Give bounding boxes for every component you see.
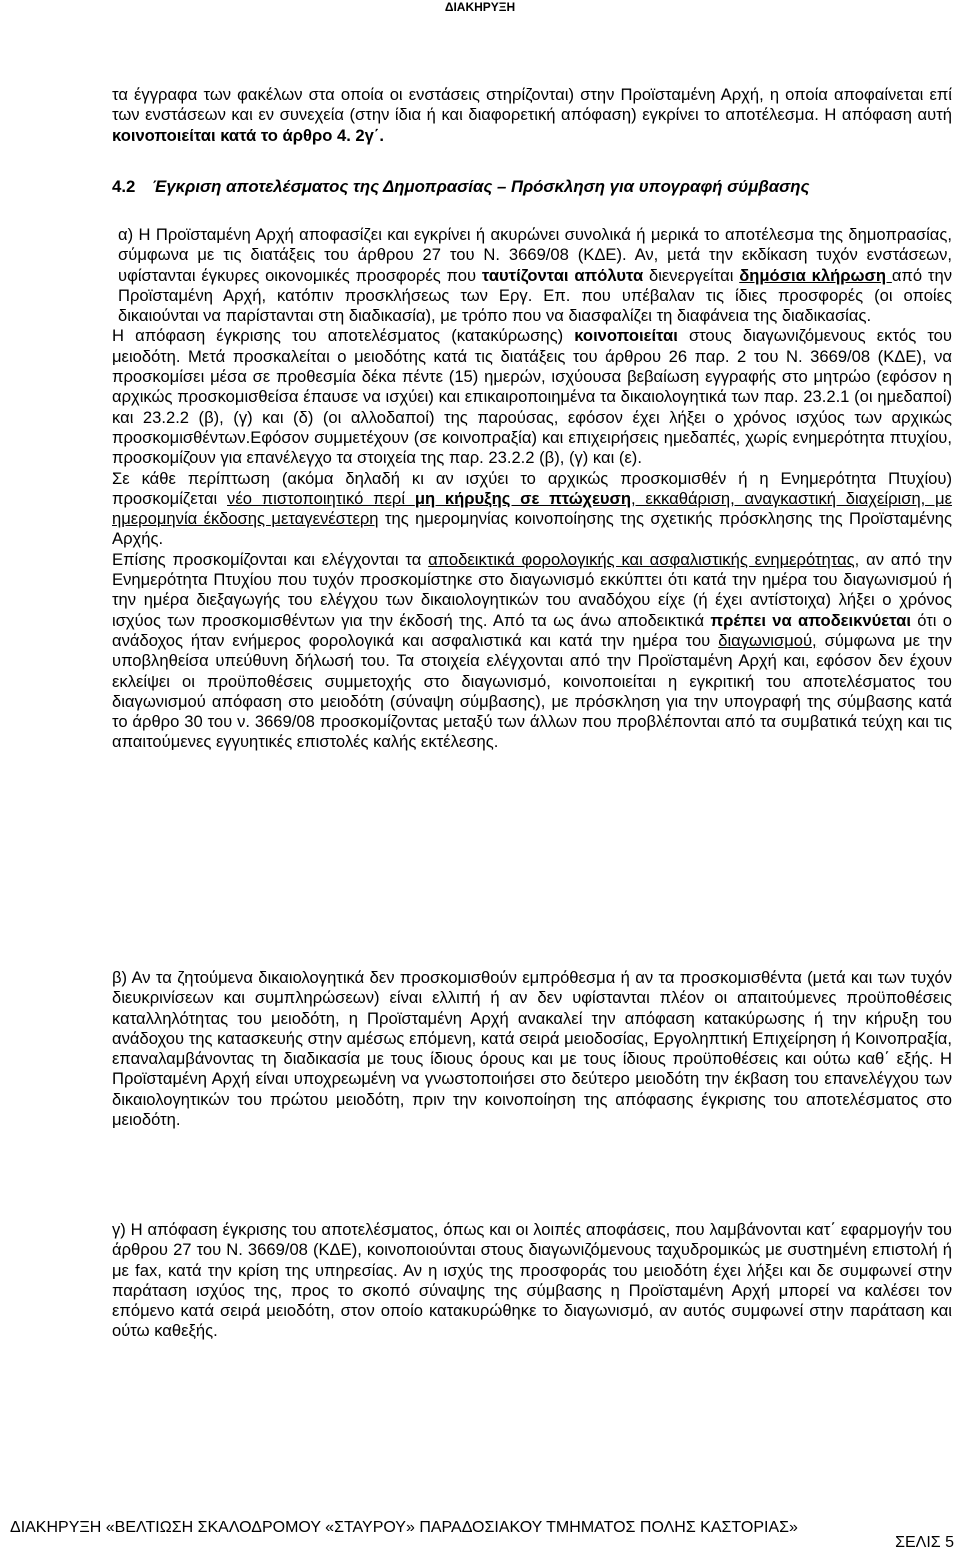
para-a-s9: , αν από την Ενημερότητα Πτυχίου που τυχόν προσκομίστηκε στο διαγωνισμό εκκύπτει ότι κατά την ημέρα του διαγωνισμού ή την ημέρα διεξαγωγής του ελέγχου των δικαιολογητικών του αναδόχου είχε (ή έχει αντίστοιχα) λήξει ο χρόνος ισχύος των προσκομισθέντων για την έκδοσή της. Από τα ως άνω αποδεικτικά [112,549,952,630]
para-b-text: β) Αν τα ζητούμενα δικαιολογητικά δεν προσκομισθούν εμπρόθεσμα ή αν τα προσκομισθέντα (μετά και των τυχόν διευκρινίσεων και συμπληρώσεων) είναι ελλιπή ή αν δεν υφίστανται πλέον οι απαιτούμενες προϋποθέσεις καταλληλότητας του μειοδότη, η Προϊσταμένη Αρχή ανακαλεί την απόφαση κατακύρωσης ή την κήρυξη του ανάδοχου της κατασκευής στην αμέσως επόμενη, κατά σειρά μειοδοσίας, Εργοληπτική Επιχείρηση ή Κοινοπραξία, επαναλαμβάνοντας τη διαδικασία με τους ίδιους όρους και με τους ίδιους προϋποθέσεις και ούτω καθ΄ εξής. Η Προϊσταμένη Αρχή είναι υποχρεωμένη να γνωστοποιήσει στο δεύτερο μειοδότη την έκβαση του επανελέγχου των δικαιολογητικών του πρώτου μειοδότη, πριν την κοινοποίηση της απόφασης έγκρισης του αποτελέσματος στο μειοδότη. [112,968,952,1130]
para-a-s5: στους διαγωνιζόμενους εκτός του μειοδότη. Μετά προσκαλείται ο μειοδότης κατά τις διατάξεις του άρθρου 26 παρ. 2 του Ν. 3669/08 (ΚΔΕ), να προσκομίσει μέσα σε προθεσμία δέκα πέντε (15) ημερών, ισχύουσα βεβαίωση εγγραφής στο μητρώο (εφόσον η αρχικώς προσκομισθείσα έπαυσε να ισχύει) και επικαιροποιημένα τα δικαιολογητικά των παρ. 23.2.1 (οι ημεδαποί) και 23.2.2 (β), (γ) και (δ) (οι αλλοδαποί) της παρούσας, εφόσον έχει λήξει ο χρόνος ισχύος των αρχικώς προσκομισθέντων.Εφόσον συμμετέχουν (σε κοινοπραξία) και επιχειρήσεις ημεδαπές, χωρίς ενημερότητα πτυχίου, προσκομίζουν για επανέλεγχο τα στοιχεία της παρ. 23.2.2 (β), (γ) και (ε). [112,326,952,468]
para-a-s7: της ημερομηνίας κοινοποίησης της σχετικής πρόσκλησης της Προϊσταμένης Αρχής. [112,509,952,549]
para-a-s6-underline-2: , εκκαθάριση, αναγκαστική διαχείριση, με ημερομηνία έκδοσης μεταγενέστερη [112,488,952,529]
paragraph-c [112,1220,952,1342]
para-a-s2-bold-underline: δημόσια κλήρωση [739,265,892,285]
para-a-s2: διενεργείται [643,265,740,285]
para-a-s3: από την Προϊσταμένη Αρχή, κατόπιν προσκλήσεως των Εργ. Επ. που υπέβαλαν τις ίδιες προσφορές (οι οποίες δικαιούνται να παρίστανται στη διαδικασία), με τρόπο που να διασφαλίζει τη διαφάνεια της διαδικασίας. [118,265,952,326]
para-c-text: γ) Η απόφαση έγκρισης του αποτελέσματος, όπως και οι λοιπές αποφάσεις, που λαμβάνονται κατ΄ εφαρμογήν του άρθρου 27 του Ν. 3669/08 (ΚΔΕ), κοινοποιούνται στους διαγωνιζόμενους ταχυδρομικώς με συστημένη επιστολή ή με fax, κατά την κρίση της υπηρεσίας. Αν η ισχύς της προσφοράς του μειοδότη έχει λήξει και δε συμφωνεί στην παράταση ισχύος της, προς το σκοπό σύναψης της σύμβασης η Προϊσταμένη Αρχή μπορεί να καλέσει τον επόμενο κατά σειρά μειοδότη, στον οποίο κατακυρώθηκε το διαγωνισμό, αν αυτός συμφωνεί στην παράταση και ούτω καθεξής. [112,1220,952,1341]
para-a-s8: Επίσης προσκομίζονται και ελέγχονται τα [112,549,429,569]
section-heading [112,177,958,197]
para-a-s6-bold-underline: μη κήρυξης σε πτώχευση [414,488,631,508]
para-a-s1-bold: ταυτίζονται απόλυτα [481,265,644,285]
header-title: ΔΙΑΚΗΡΥΞΗ [444,0,516,14]
para-a-s8-underline: αποδεικτικά φορολογικής και ασφαλιστικής ενημερότητας [428,549,855,569]
paragraph-a [112,225,952,753]
intro-paragraph [112,85,952,146]
section-number: 4.2 [112,177,136,196]
intro-bold: κοινοποιείται κατά το άρθρο 4. 2γ΄. [112,125,385,145]
para-a-s10: ότι ο ανάδοχος ήταν ενήμερος φορολογικά και ασφαλιστικά και κατά την ημέρα του [112,610,952,650]
para-a-s6-underline: νέο πιστοποιητικό περί [227,488,415,508]
para-a-s9-bold: πρέπει να αποδεικνύεται [710,610,911,630]
para-a-s4: Η απόφαση έγκρισης του αποτελέσματος (κατακύρωσης) [112,326,575,346]
para-a-s1: α) Η Προϊσταμένη Αρχή αποφασίζει και εγκρίνει ή ακυρώνει συνολικά ή μερικά το αποτέλεσμα της δημοπρασίας, σύμφωνα με τις διατάξεις του άρθρου 27 του Ν. 3669/08 (ΚΔΕ). Αν, μετά την εκδίκαση τυχόν ενστάσεων, υφίστανται έγκυρες οικονομικές προσφορές που [118,225,952,285]
para-a-s10-underline: διαγωνισμού, [718,630,817,650]
intro-text: τα έγγραφα των φακέλων στα οποία οι ενστάσεις στηρίζονται) στην Προϊσταμένη Αρχή, η οποία αποφαίνεται επί των ενστάσεων και εν συνεχεία (στην ίδια ή και διαφορετική απόφαση) εγκρίνει το αποτέλεσμα. Η απόφαση αυτή [112,85,952,125]
para-a-s6: Σε κάθε περίπτωση (ακόμα δηλαδή κι αν ισχύει το αρχικώς προσκομισθέν ή η Ενημερότητα Πτυχίου) προσκομίζεται [112,468,952,508]
page-header [0,0,960,14]
para-a-s11: σύμφωνα με την υποβληθείσα υπεύθυνη δήλωσή του. Τα στοιχεία ελέγχονται από την Προϊσταμένη Αρχή και, εφόσον δεν έχουν εκλείψει οι προϋποθέσεις συμμετοχής στο διαγωνισμό, κοινοποιείται η εγκριτική του αποτελέσματος του διαγωνισμού απόφαση στο μειοδότη (σύναψη σύμβασης), με πρόσκληση για την υπογραφή της σύμβασης κατά το άρθρο 30 του ν. 3669/08 προσκομίζοντας μεταξύ των άλλων που προβλέπονται από τα συμβατικά τεύχη και τις απαιτούμενες εγγυητικές επιστολές καλής εκτέλεσης. [112,630,953,752]
section-title: Έγκριση αποτελέσματος της Δημοπρασίας – Πρόσκληση για υπογραφή σύμβασης [152,177,810,196]
footer-page-number: ΣΕΛΙΣ 5 [895,1534,954,1551]
para-a-s4-bold: κοινοποιείται [574,326,678,346]
footer-title: ΔΙΑΚΗΡΥΞΗ «ΒΕΛΤΙΩΣΗ ΣΚΑΛΟΔΡΟΜΟΥ «ΣΤΑΥΡΟΥ» ΠΑΡΑΔΟΣΙΑΚΟΥ ΤΜΗΜΑΤΟΣ ΠΟΛΗΣ ΚΑΣΤΟΡΙΑΣ» [10,1519,798,1536]
paragraph-b [112,968,952,1130]
